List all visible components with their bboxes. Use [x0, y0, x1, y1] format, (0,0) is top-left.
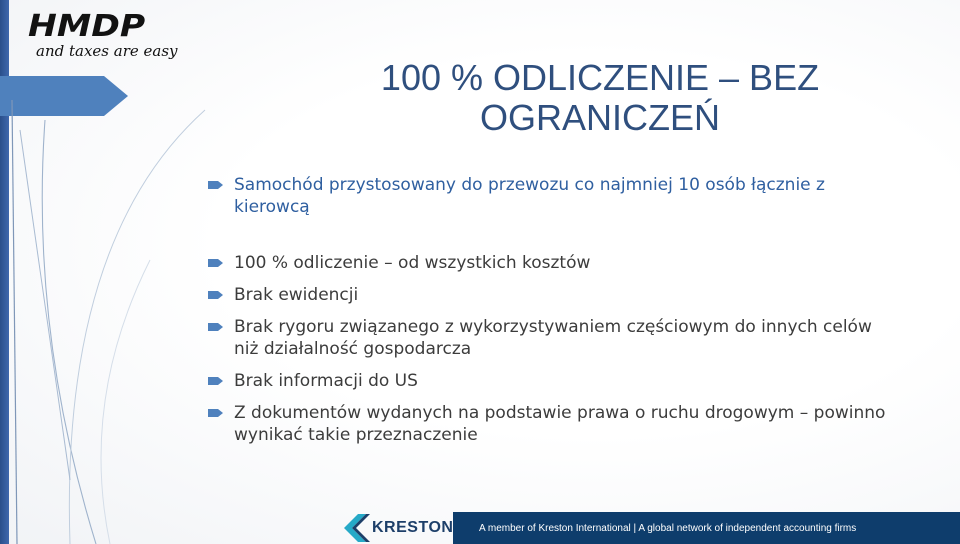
hmdp-logo	[28, 9, 178, 60]
bullet-list	[208, 174, 898, 446]
decorative-left-panel	[0, 0, 240, 544]
bullet-text: Samochód przystosowany do przewozu co najmniej 10 osób łącznie z kierowcą	[234, 175, 825, 217]
bullet-text: Brak ewidencji	[234, 285, 359, 305]
bullet-item	[208, 252, 898, 274]
logo-wordmark: HMDP	[28, 9, 146, 44]
bullet-item	[208, 174, 898, 218]
bullet-arrow-icon	[208, 258, 224, 268]
bullet-item	[208, 402, 898, 446]
bullet-item	[208, 316, 898, 360]
footer-text: A member of Kreston International | A global network of independent accounting firms	[479, 522, 857, 534]
bullet-item	[208, 370, 898, 392]
title-line-2: OGRANICZEŃ	[479, 97, 720, 138]
logo-tagline: and taxes are easy	[36, 42, 178, 60]
bullet-arrow-icon	[208, 180, 224, 190]
bullet-item	[208, 284, 898, 306]
footer	[0, 512, 960, 544]
bullet-arrow-icon	[208, 408, 224, 418]
bullet-text: 100 % odliczenie – od wszystkich kosztów	[234, 253, 591, 273]
bullet-arrow-icon	[208, 322, 224, 332]
kreston-wordmark: KRESTON	[372, 519, 454, 536]
bullet-arrow-icon	[208, 376, 224, 386]
bullet-text: Brak informacji do US	[234, 371, 418, 391]
footer-banner	[453, 512, 960, 544]
slide-title	[300, 58, 900, 138]
bullet-arrow-icon	[208, 290, 224, 300]
title-line-1: 100 % ODLICZENIE – BEZ	[380, 57, 820, 98]
bullet-text: Brak rygoru związanego z wykorzystywaniem częściowym do innych celów niż działalność gospodarcza	[234, 317, 872, 359]
bullet-text: Z dokumentów wydanych na podstawie prawa o ruchu drogowym – powinno wynikać takie przeznaczenie	[234, 403, 886, 445]
